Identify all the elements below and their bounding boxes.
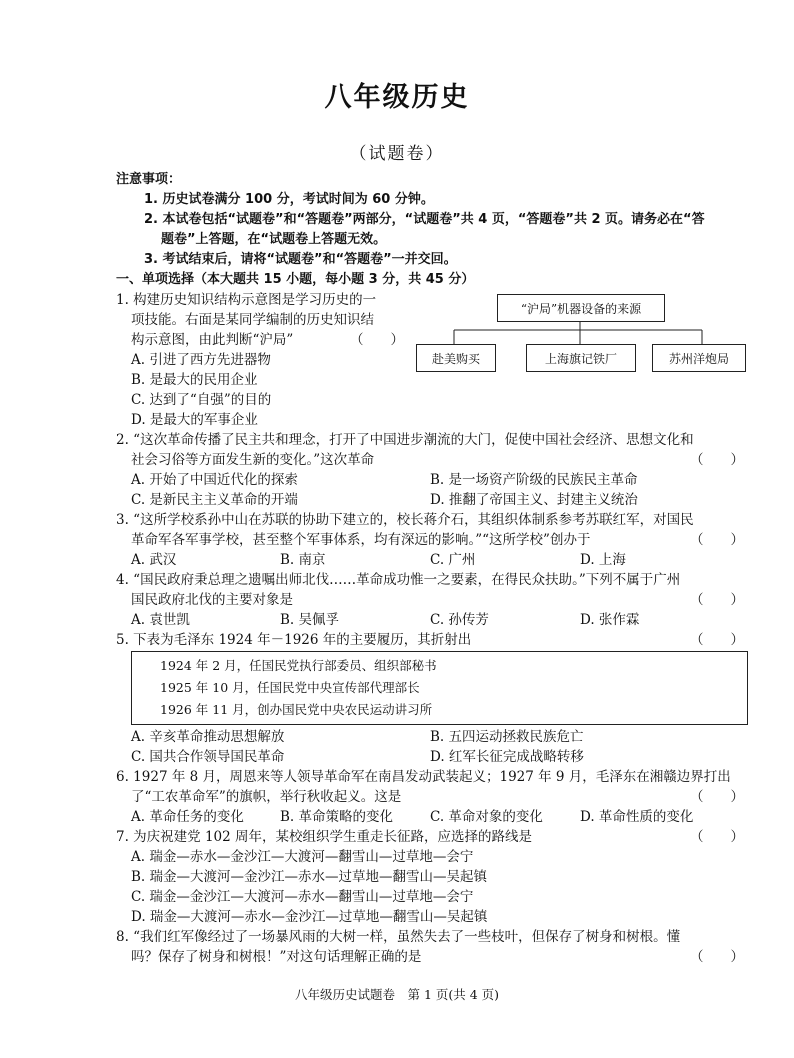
q1-stem: 1. 构建历史知识结构示意图是学习历史的一 [116, 292, 377, 308]
q2-option-d: D. 推翻了帝国主义、封建主义统治 [430, 492, 638, 508]
q6-option-c: C. 革命对象的变化 [430, 809, 543, 825]
exam-title: 八年级历史 [324, 82, 470, 113]
q7-option-b: B. 瑞金—大渡河—金沙江—赤水—过草地—翻雪山—吴起镇 [131, 869, 488, 885]
q2-option-b: B. 是一场资产阶级的民族民主革命 [430, 472, 638, 488]
diagram-node-left: 赴美购买 [416, 344, 496, 372]
q6-stem: 了“工农革命军”的旗帜，举行秋收起义。这是 [131, 789, 402, 805]
notice-item: 题卷”上答题，在“试题卷上答题无效。 [161, 232, 387, 247]
q1-option-c: C. 达到了“自强”的目的 [131, 392, 272, 408]
answer-paren: （ ） [690, 949, 744, 965]
q3-stem: 革命军各军事学校，甚至整个军事体系，均有深远的影响。”“这所学校”创办于 [131, 532, 591, 548]
q4-option-a: A. 袁世凯 [131, 612, 190, 628]
q1-option-a: A. 引进了西方先进器物 [131, 352, 271, 368]
q5-option-a: A. 辛亥革命推动思想解放 [131, 729, 285, 745]
answer-paren: （ ） [690, 789, 744, 805]
q4-option-d: D. 张作霖 [580, 612, 640, 628]
q5-option-b: B. 五四运动拯救民族危亡 [430, 729, 584, 745]
q6-option-b: B. 革命策略的变化 [280, 809, 394, 825]
q6-option-d: D. 革命性质的变化 [580, 809, 694, 825]
q3-option-b: B. 南京 [280, 552, 326, 568]
notice-item: 2. 本试卷包括“试题卷”和“答题卷”两部分，“试题卷”共 4 页，“答题卷”共 2 页。请务必在“答 [144, 212, 705, 227]
q5-table-row: 1925 年 10 月，任国民党中央宣传部代理部长 [160, 680, 420, 695]
q6-stem: 6. 1927 年 8 月，周恩来等人领导革命军在南昌发动武装起义；1927 年 9 月，毛泽东在湘赣边界打出 [116, 769, 731, 785]
answer-paren: （ ） [350, 332, 404, 348]
q5-table-row: 1924 年 2 月，任国民党执行部委员、组织部秘书 [160, 658, 437, 673]
q5-resume-table [131, 651, 748, 725]
q1-structure-diagram [414, 290, 746, 374]
q4-stem: 国民政府北伐的主要对象是 [131, 592, 293, 608]
answer-paren: （ ） [690, 592, 744, 608]
q5-option-c: C. 国共合作领导国民革命 [131, 749, 285, 765]
q4-option-c: C. 孙传芳 [430, 612, 489, 628]
answer-paren: （ ） [690, 829, 744, 845]
q1-stem: 项技能。右面是某同学编制的历史知识结 [131, 312, 374, 328]
q3-stem: 3. “这所学校系孙中山在苏联的协助下建立的，校长蒋介石，其组织体制系参考苏联红军，对国民 [116, 512, 694, 528]
q7-option-c: C. 瑞金—金沙江—大渡河—赤水—翻雪山—过草地—会宁 [131, 889, 474, 905]
diagram-node-right: 苏州洋炮局 [652, 344, 746, 372]
answer-paren: （ ） [690, 632, 744, 648]
q7-option-a: A. 瑞金—赤水—金沙江—大渡河—翻雪山—过草地—会宁 [131, 849, 474, 865]
q2-option-a: A. 开始了中国近代化的探索 [131, 472, 298, 488]
exam-subtitle: （试题卷） [349, 144, 445, 164]
q2-stem: 社会习俗等方面发生新的变化。”这次革命 [131, 452, 375, 468]
q3-option-c: C. 广州 [430, 552, 476, 568]
q1-stem: 构示意图，由此判断“沪局” [131, 332, 294, 348]
q2-stem: 2. “这次革命传播了民主共和理念，打开了中国进步潮流的大门，促使中国社会经济、思想文化和 [116, 432, 694, 448]
q1-option-d: D. 是最大的军事企业 [131, 412, 258, 428]
q5-table-row: 1926 年 11 月，创办国民党中央农民运动讲习所 [160, 702, 433, 717]
q8-stem: 8. “我们红军像经过了一场暴风雨的大树一样，虽然失去了一些枝叶，但保存了树身和树根。懂 [116, 929, 681, 945]
q3-option-a: A. 武汉 [131, 552, 177, 568]
q3-option-d: D. 上海 [580, 552, 626, 568]
q5-stem: 5. 下表为毛泽东 1924 年－1926 年的主要履历，其折射出 [116, 632, 472, 648]
q7-option-d: D. 瑞金—大渡河—赤水—金沙江—过草地—翻雪山—吴起镇 [131, 909, 488, 925]
q2-option-c: C. 是新民主主义革命的开端 [131, 492, 298, 508]
q1-option-b: B. 是最大的民用企业 [131, 372, 258, 388]
q7-stem: 7. 为庆祝建党 102 周年，某校组织学生重走长征路，应选择的路线是 [116, 829, 533, 845]
answer-paren: （ ） [690, 532, 744, 548]
page-footer: 八年级历史试题卷 第 1 页(共 4 页) [294, 987, 500, 1002]
notice-heading: 注意事项： [116, 172, 182, 187]
answer-paren: （ ） [690, 452, 744, 468]
q4-option-b: B. 吴佩孚 [280, 612, 340, 628]
diagram-top-node: “沪局”机器设备的来源 [497, 294, 665, 322]
q6-option-a: A. 革命任务的变化 [131, 809, 244, 825]
diagram-node-middle: 上海旗记铁厂 [526, 344, 636, 372]
q5-option-d: D. 红军长征完成战略转移 [430, 749, 584, 765]
q8-stem: 吗？保存了树身和树根！”对这句话理解正确的是 [131, 949, 422, 965]
q4-stem: 4. “国民政府秉总理之遗嘱出师北伐……革命成功惟一之要素，在得民众扶助。”下列不属于广州 [116, 572, 681, 588]
section-heading: 一、单项选择（本大题共 15 小题，每小题 3 分，共 45 分） [116, 272, 475, 287]
notice-item: 3. 考试结束后，请将“试题卷”和“答题卷”一并交回。 [144, 252, 457, 267]
notice-item: 1. 历史试卷满分 100 分，考试时间为 60 分钟。 [144, 192, 434, 207]
